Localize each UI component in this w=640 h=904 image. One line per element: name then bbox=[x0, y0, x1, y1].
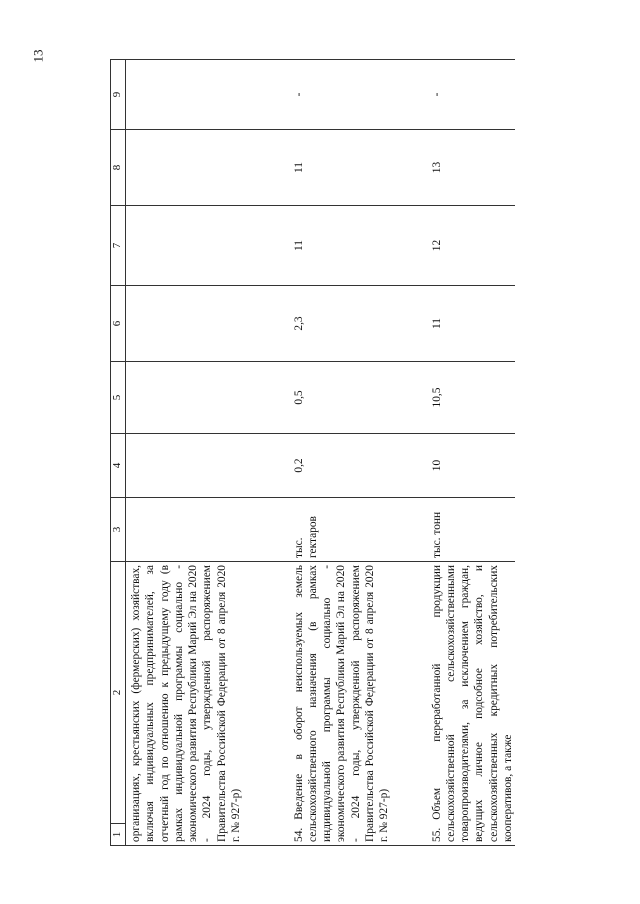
row-value-9: - bbox=[422, 60, 516, 130]
table-row bbox=[126, 60, 284, 846]
row-value-7 bbox=[126, 206, 284, 286]
col-header-2: 2 bbox=[111, 562, 126, 824]
row-value-8: 11 bbox=[284, 130, 422, 206]
row-value-7: 11 bbox=[284, 206, 422, 286]
col-header-9: 9 bbox=[111, 60, 126, 130]
col-header-4: 4 bbox=[111, 434, 126, 498]
indicators-table bbox=[110, 59, 515, 846]
row-description bbox=[126, 562, 284, 846]
row-value-9 bbox=[126, 60, 284, 130]
row-value-8 bbox=[126, 130, 284, 206]
row-text: Объем переработанной продукции сельскохозяйственной сельскохозяйственными товаропроизводителями, за исключением граждан, ведущих личное подсобное хозяйство, и сельскохозяйственных кредитных потребительских кооперативов, а также bbox=[430, 565, 514, 842]
row-number: 55. bbox=[430, 827, 443, 842]
row-text: организациях, крестьянских (фермерских) хозяйствах, включая индивидуальных предпринимателей, за отчетный год по отношению к предыдущему году (в рамках индивидуальной программы социально - экономического развития Республики Марий Эл на 2020 - 2024 годы, утвержденной распоряжением Правительства Российской Федерации от 8 апреля 2020 г. № 927-р) bbox=[130, 565, 242, 842]
row-number: 54. bbox=[292, 827, 305, 842]
rotated-table-container bbox=[110, 60, 588, 846]
table-row bbox=[422, 60, 516, 846]
row-value-9: - bbox=[284, 60, 422, 130]
col-header-6: 6 bbox=[111, 286, 126, 362]
col-header-1: 1 bbox=[111, 824, 126, 846]
row-value-8: 13 bbox=[422, 130, 516, 206]
row-unit: тыс. тонн bbox=[422, 498, 516, 562]
row-value-5 bbox=[126, 362, 284, 434]
row-value-6: 11 bbox=[422, 286, 516, 362]
row-value-4: 0,2 bbox=[284, 434, 422, 498]
row-text: Введение в оборот неиспользуемых земель сельскохозяйственного назначения (в рамках индивидуальной программы социально - экономического развития Республики Марий Эл на 2020 - 2024 годы, утвержденной распоряжением Правительства Российской Федерации от 8 апреля 2020 г. № 927-р) bbox=[292, 565, 390, 842]
row-value-4 bbox=[126, 434, 284, 498]
header-row bbox=[111, 60, 126, 846]
col-header-5: 5 bbox=[111, 362, 126, 434]
table-row bbox=[284, 60, 422, 846]
col-header-7: 7 bbox=[111, 206, 126, 286]
row-unit bbox=[126, 498, 284, 562]
row-value-6: 2,3 bbox=[284, 286, 422, 362]
row-value-7: 12 bbox=[422, 206, 516, 286]
col-header-8: 8 bbox=[111, 130, 126, 206]
col-header-3: 3 bbox=[111, 498, 126, 562]
row-value-5: 10,5 bbox=[422, 362, 516, 434]
row-value-6 bbox=[126, 286, 284, 362]
row-unit: тыс. гектаров bbox=[284, 498, 422, 562]
row-value-5: 0,5 bbox=[284, 362, 422, 434]
row-description bbox=[422, 562, 516, 846]
row-description bbox=[284, 562, 422, 846]
row-value-4: 10 bbox=[422, 434, 516, 498]
page-number: 13 bbox=[30, 49, 46, 63]
